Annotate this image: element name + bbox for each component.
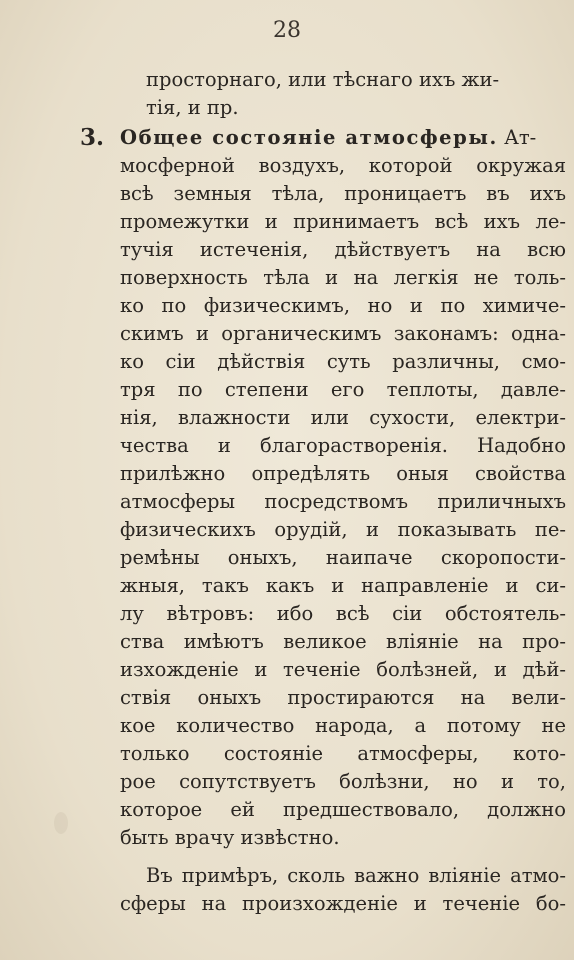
body-line: ко по физическимъ, но и по химиче- <box>120 294 566 317</box>
body-line: ко сіи дѣйствія суть различны, смо- <box>120 350 566 373</box>
body-line: всѣ земныя тѣла, проницаетъ въ ихъ <box>120 182 566 205</box>
body-line: жныя, такъ какъ и направленіе и си- <box>120 574 566 597</box>
body-line: рое сопутствуетъ болѣзни, но и то, <box>120 770 566 793</box>
body-line: атмосферы посредствомъ приличныхъ <box>120 490 566 513</box>
body-line: только состояніе атмосферы, кото- <box>120 742 566 765</box>
body-line: тучія истеченія, дѣйствуетъ на всю <box>120 238 566 261</box>
body-line: ства имѣютъ великое вліяніе на про- <box>120 630 566 653</box>
body-line: мосферной воздухъ, которой окружая <box>120 154 566 177</box>
page-number: 28 <box>273 18 301 43</box>
body-line: тря по степени его теплоты, давле- <box>120 378 566 401</box>
section-heading: Общее состояніе атмосферы. <box>120 126 498 149</box>
body-line: прилѣжно опредѣлять оныя свойства <box>120 462 566 485</box>
body-line: поверхность тѣла и на легкія не толь- <box>120 266 566 289</box>
body-line: лу вѣтровъ: ибо всѣ сіи обстоятель- <box>120 602 566 625</box>
body-line-last: быть врачу извѣстно. <box>120 826 340 849</box>
paragraph2-line: Въ примѣръ, сколь важно вліяніе атмо- <box>146 864 566 887</box>
body-line: скимъ и органическимъ законамъ: одна- <box>120 322 566 345</box>
section-first-line-rest: Ат- <box>504 126 537 149</box>
section-number: 3. <box>80 124 105 151</box>
body-line: ремѣны оныхъ, наипаче скоропости- <box>120 546 566 569</box>
paragraph2-line: сферы на произхожденіе и теченіе бо- <box>120 892 566 915</box>
body-line: чества и благорастворенія. Надобно <box>120 434 566 457</box>
continuation-line-1: просторнаго, или тѣснаго ихъ жи- <box>146 68 500 91</box>
body-line: ствія оныхъ простираются на вели- <box>120 686 566 709</box>
body-line: нія, влажности или сухости, електри- <box>120 406 566 429</box>
body-line: изхожденіе и теченіе болѣзней, и дѣй- <box>120 658 566 681</box>
body-line: кое количество народа, а потому не <box>120 714 566 737</box>
body-line: промежутки и принимаетъ всѣ ихъ ле- <box>120 210 566 233</box>
body-line: которое ей предшествовало, должно <box>120 798 566 821</box>
section-first-line <box>120 124 566 152</box>
paper-smudge <box>54 812 68 834</box>
body-line: физическихъ орудій, и показывать пе- <box>120 518 566 541</box>
continuation-line-2: тія, и пр. <box>146 96 239 119</box>
